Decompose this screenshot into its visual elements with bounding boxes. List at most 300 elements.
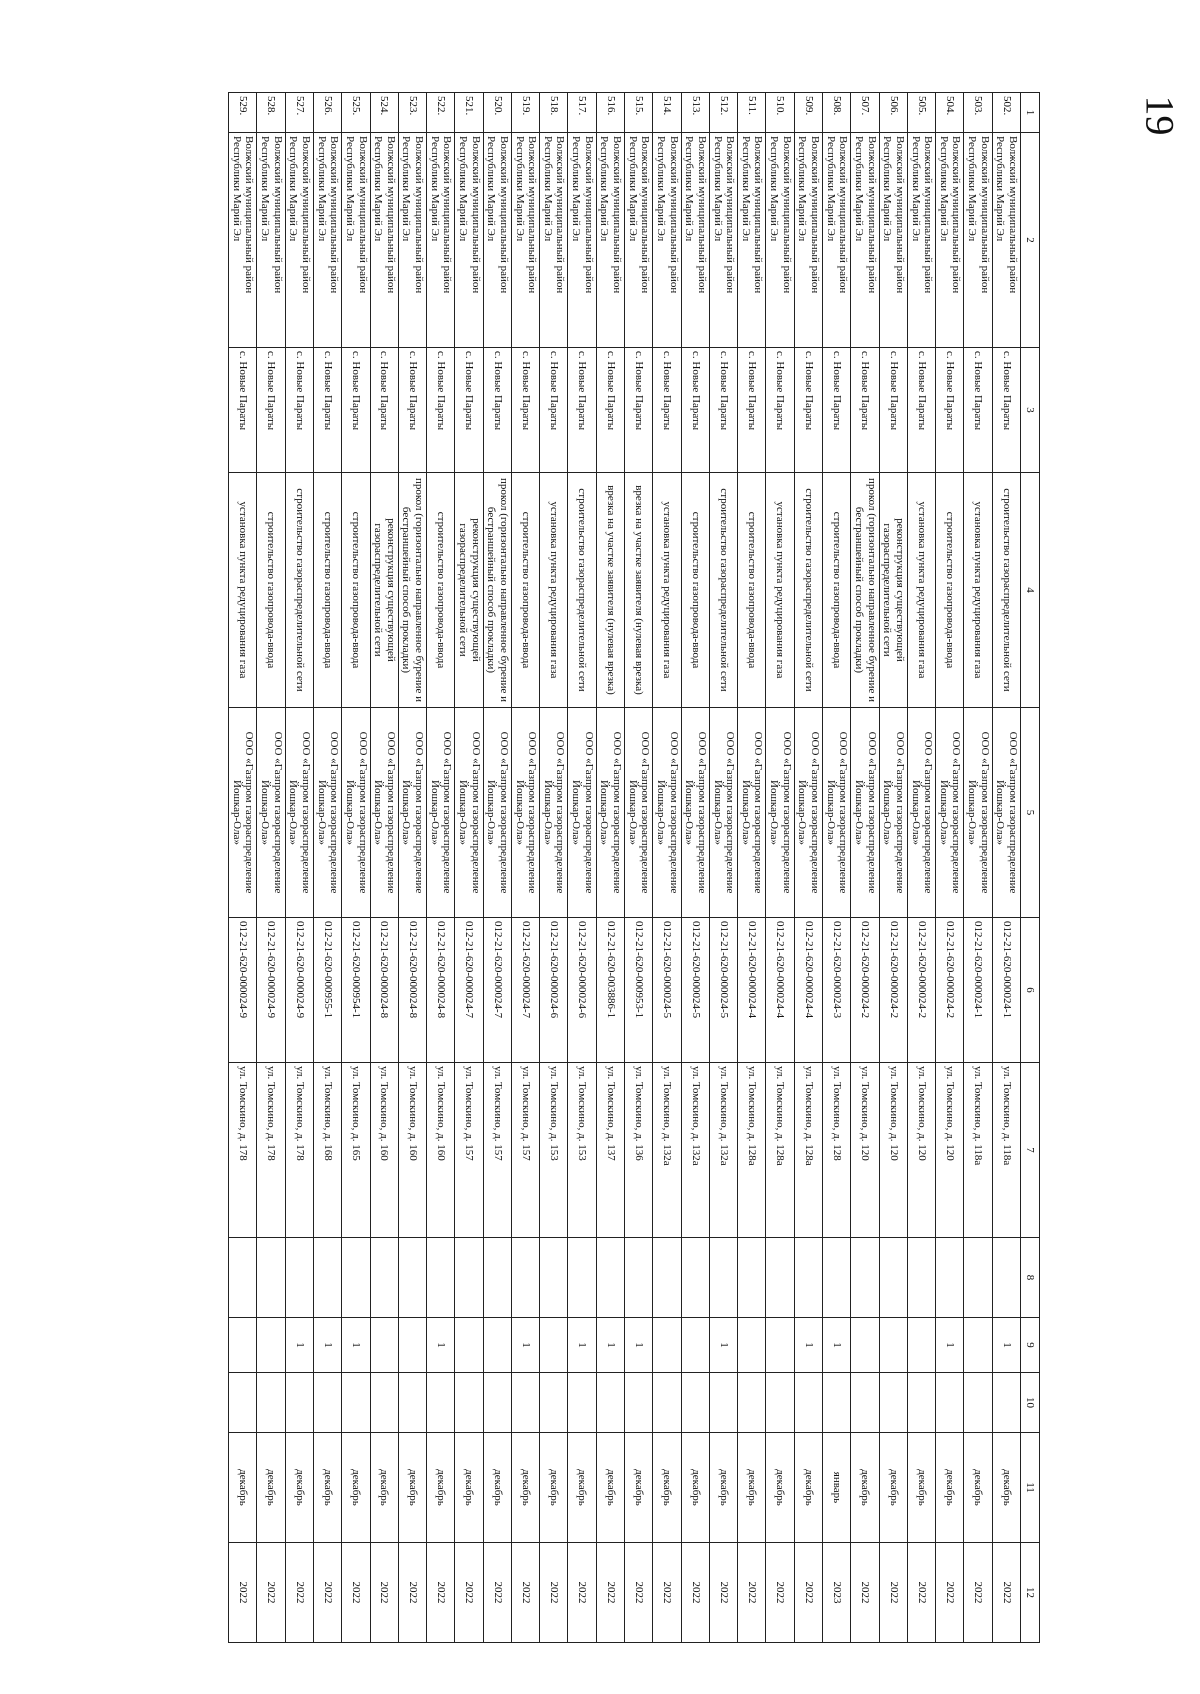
application-code-cell: 012-21-620-000024-9	[257, 918, 285, 1063]
district-cell: Волжский муниципальный район Республики Марий Эл	[766, 133, 794, 348]
month-cell: декабрь	[851, 1433, 879, 1543]
application-code-cell: 012-21-620-000024-9	[285, 918, 313, 1063]
work-type-cell: прокол (горизонтально направленное бурение и бестраншейный способ прокладки)	[398, 473, 426, 708]
col8-cell	[313, 1238, 341, 1318]
address-cell: ул. Томскино, д. 128а	[738, 1063, 766, 1238]
settlement-cell: с. Новые Параты	[342, 348, 370, 473]
work-type-cell: прокол (горизонтально направленное бурение и бестраншейный способ прокладки)	[483, 473, 511, 708]
month-cell: декабрь	[511, 1433, 539, 1543]
application-code-cell: 012-21-620-000024-2	[907, 918, 935, 1063]
address-cell: ул. Томскино, д. 136	[625, 1063, 653, 1238]
rotated-table-area	[215, 92, 1040, 1642]
address-cell: ул. Томскино, д. 132а	[653, 1063, 681, 1238]
col10-cell	[427, 1373, 455, 1433]
row-number: 527.	[285, 93, 313, 133]
organization-cell: ООО «Газпром газораспределение Йошкар-Ола»	[342, 708, 370, 918]
col8-cell	[653, 1238, 681, 1318]
col10-cell	[568, 1373, 596, 1433]
settlement-cell: с. Новые Параты	[879, 348, 907, 473]
settlement-cell: с. Новые Параты	[766, 348, 794, 473]
application-code-cell: 012-21-620-000024-6	[568, 918, 596, 1063]
work-type-cell: установка пункта редуцирования газа	[964, 473, 992, 708]
address-cell: ул. Томскино, д. 157	[483, 1063, 511, 1238]
month-cell: декабрь	[936, 1433, 964, 1543]
year-cell: 2022	[370, 1543, 398, 1643]
organization-cell: ООО «Газпром газораспределение Йошкар-Ола»	[653, 708, 681, 918]
address-cell: ул. Томскино, д. 160	[398, 1063, 426, 1238]
table-header	[1021, 93, 1040, 1643]
application-code-cell: 012-21-620-000024-5	[681, 918, 709, 1063]
year-cell: 2023	[823, 1543, 851, 1643]
col10-cell	[964, 1373, 992, 1433]
organization-cell: ООО «Газпром газораспределение Йошкар-Ола»	[794, 708, 822, 918]
year-cell: 2022	[313, 1543, 341, 1643]
month-cell: декабрь	[907, 1433, 935, 1543]
table-row	[398, 93, 426, 1643]
district-cell: Волжский муниципальный район Республики Марий Эл	[596, 133, 624, 348]
district-cell: Волжский муниципальный район Республики Марий Эл	[427, 133, 455, 348]
col9-cell: 1	[596, 1318, 624, 1373]
month-cell: декабрь	[483, 1433, 511, 1543]
table-row	[936, 93, 964, 1643]
col8-cell	[596, 1238, 624, 1318]
table-row	[313, 93, 341, 1643]
table-row	[879, 93, 907, 1643]
work-type-cell: реконструкция существующей газораспределительной сети	[455, 473, 483, 708]
organization-cell: ООО «Газпром газораспределение Йошкар-Ола»	[936, 708, 964, 918]
month-cell: декабрь	[313, 1433, 341, 1543]
settlement-cell: с. Новые Параты	[794, 348, 822, 473]
settlement-cell: с. Новые Параты	[653, 348, 681, 473]
address-cell: ул. Томскино, д. 160	[370, 1063, 398, 1238]
application-code-cell: 012-21-620-000024-8	[370, 918, 398, 1063]
settlement-cell: с. Новые Параты	[511, 348, 539, 473]
organization-cell: ООО «Газпром газораспределение Йошкар-Ола»	[285, 708, 313, 918]
district-cell: Волжский муниципальный район Республики Марий Эл	[709, 133, 737, 348]
table-row	[823, 93, 851, 1643]
year-cell: 2022	[511, 1543, 539, 1643]
month-cell: декабрь	[681, 1433, 709, 1543]
year-cell: 2022	[540, 1543, 568, 1643]
column-header-5: 5	[1021, 708, 1040, 918]
application-code-cell: 012-21-620-000024-2	[936, 918, 964, 1063]
col8-cell	[907, 1238, 935, 1318]
col9-cell	[851, 1318, 879, 1373]
address-cell: ул. Томскино, д. 120	[851, 1063, 879, 1238]
district-cell: Волжский муниципальный район Республики Марий Эл	[342, 133, 370, 348]
district-cell: Волжский муниципальный район Республики Марий Эл	[285, 133, 313, 348]
work-type-cell: строительство газопровода-ввода	[823, 473, 851, 708]
table-row	[907, 93, 935, 1643]
table-row	[964, 93, 992, 1643]
col9-cell: 1	[342, 1318, 370, 1373]
address-cell: ул. Томскино, д. 128а	[794, 1063, 822, 1238]
row-number: 509.	[794, 93, 822, 133]
settlement-cell: с. Новые Параты	[625, 348, 653, 473]
month-cell: декабрь	[285, 1433, 313, 1543]
table-row	[285, 93, 313, 1643]
organization-cell: ООО «Газпром газораспределение Йошкар-Ола»	[427, 708, 455, 918]
application-code-cell: 012-21-620-000024-3	[823, 918, 851, 1063]
district-cell: Волжский муниципальный район Республики Марий Эл	[370, 133, 398, 348]
table-row	[992, 93, 1020, 1643]
row-number: 504.	[936, 93, 964, 133]
month-cell: декабрь	[879, 1433, 907, 1543]
row-number: 519.	[511, 93, 539, 133]
organization-cell: ООО «Газпром газораспределение Йошкар-Ола»	[483, 708, 511, 918]
organization-cell: ООО «Газпром газораспределение Йошкар-Ола»	[964, 708, 992, 918]
district-cell: Волжский муниципальный район Республики Марий Эл	[992, 133, 1020, 348]
col9-cell: 1	[992, 1318, 1020, 1373]
table-rotation-wrapper	[215, 92, 1040, 1642]
col10-cell	[681, 1373, 709, 1433]
district-cell: Волжский муниципальный район Республики Марий Эл	[257, 133, 285, 348]
organization-cell: ООО «Газпром газораспределение Йошкар-Ола»	[257, 708, 285, 918]
col10-cell	[540, 1373, 568, 1433]
district-cell: Волжский муниципальный район Республики Марий Эл	[313, 133, 341, 348]
col10-cell	[455, 1373, 483, 1433]
application-code-cell: 012-21-620-000024-8	[398, 918, 426, 1063]
col10-cell	[794, 1373, 822, 1433]
row-number: 512.	[709, 93, 737, 133]
work-type-cell: установка пункта редуцирования газа	[653, 473, 681, 708]
settlement-cell: с. Новые Параты	[823, 348, 851, 473]
col10-cell	[992, 1373, 1020, 1433]
year-cell: 2022	[879, 1543, 907, 1643]
address-cell: ул. Томскино, д. 178	[285, 1063, 313, 1238]
col8-cell	[455, 1238, 483, 1318]
col8-cell	[568, 1238, 596, 1318]
col10-cell	[766, 1373, 794, 1433]
col10-cell	[709, 1373, 737, 1433]
col9-cell: 1	[936, 1318, 964, 1373]
month-cell: декабрь	[794, 1433, 822, 1543]
work-type-cell: врезка на участке заявителя (нулевая врезка)	[625, 473, 653, 708]
table-row	[568, 93, 596, 1643]
table-row	[794, 93, 822, 1643]
col9-cell: 1	[709, 1318, 737, 1373]
col9-cell	[229, 1318, 257, 1373]
row-number: 524.	[370, 93, 398, 133]
application-code-cell: 012-21-620-000024-5	[709, 918, 737, 1063]
organization-cell: ООО «Газпром газораспределение Йошкар-Ола»	[568, 708, 596, 918]
col8-cell	[766, 1238, 794, 1318]
column-header-10: 10	[1021, 1373, 1040, 1433]
work-type-cell: строительство газопровода-ввода	[936, 473, 964, 708]
work-type-cell: установка пункта редуцирования газа	[540, 473, 568, 708]
work-type-cell: установка пункта редуцирования газа	[907, 473, 935, 708]
work-type-cell: врезка на участке заявителя (нулевая врезка)	[596, 473, 624, 708]
year-cell: 2022	[483, 1543, 511, 1643]
column-header-6: 6	[1021, 918, 1040, 1063]
col10-cell	[851, 1373, 879, 1433]
col10-cell	[398, 1373, 426, 1433]
work-type-cell: строительство газораспределительной сети	[794, 473, 822, 708]
application-code-cell: 012-21-620-000024-7	[455, 918, 483, 1063]
address-cell: ул. Томскино, д. 128а	[766, 1063, 794, 1238]
district-cell: Волжский муниципальный район Республики Марий Эл	[851, 133, 879, 348]
row-number: 517.	[568, 93, 596, 133]
column-header-12: 12	[1021, 1543, 1040, 1643]
col8-cell	[257, 1238, 285, 1318]
address-cell: ул. Томскино, д. 165	[342, 1063, 370, 1238]
col10-cell	[596, 1373, 624, 1433]
settlement-cell: с. Новые Параты	[455, 348, 483, 473]
column-header-4: 4	[1021, 473, 1040, 708]
col9-cell	[455, 1318, 483, 1373]
year-cell: 2022	[907, 1543, 935, 1643]
column-header-1: 1	[1021, 93, 1040, 133]
col8-cell	[483, 1238, 511, 1318]
application-code-cell: 012-21-620-000024-1	[964, 918, 992, 1063]
col10-cell	[342, 1373, 370, 1433]
application-code-cell: 012-21-620-000024-4	[794, 918, 822, 1063]
row-number: 522.	[427, 93, 455, 133]
address-cell: ул. Томскино, д. 132а	[681, 1063, 709, 1238]
table-row	[427, 93, 455, 1643]
application-code-cell: 012-21-620-000024-7	[511, 918, 539, 1063]
col8-cell	[681, 1238, 709, 1318]
row-number: 503.	[964, 93, 992, 133]
row-number: 528.	[257, 93, 285, 133]
table-row	[342, 93, 370, 1643]
application-code-cell: 012-21-620-000024-7	[483, 918, 511, 1063]
district-cell: Волжский муниципальный район Республики Марий Эл	[936, 133, 964, 348]
address-cell: ул. Томскино, д. 120	[907, 1063, 935, 1238]
row-number: 513.	[681, 93, 709, 133]
row-number: 515.	[625, 93, 653, 133]
table-row	[653, 93, 681, 1643]
organization-cell: ООО «Газпром газораспределение Йошкар-Ола»	[738, 708, 766, 918]
table-row	[455, 93, 483, 1643]
col9-cell	[907, 1318, 935, 1373]
page-number: 19	[1137, 95, 1183, 136]
settlement-cell: с. Новые Параты	[964, 348, 992, 473]
row-number: 518.	[540, 93, 568, 133]
year-cell: 2022	[625, 1543, 653, 1643]
header-row	[1021, 93, 1040, 1643]
col10-cell	[229, 1373, 257, 1433]
district-cell: Волжский муниципальный район Республики Марий Эл	[625, 133, 653, 348]
col10-cell	[625, 1373, 653, 1433]
organization-cell: ООО «Газпром газораспределение Йошкар-Ола»	[313, 708, 341, 918]
col10-cell	[511, 1373, 539, 1433]
year-cell: 2022	[851, 1543, 879, 1643]
application-code-cell: 012-21-620-000024-6	[540, 918, 568, 1063]
settlement-cell: с. Новые Параты	[738, 348, 766, 473]
settlement-cell: с. Новые Параты	[568, 348, 596, 473]
year-cell: 2022	[964, 1543, 992, 1643]
application-code-cell: 012-21-620-000954-1	[342, 918, 370, 1063]
column-header-8: 8	[1021, 1238, 1040, 1318]
work-type-cell: строительство газораспределительной сети	[285, 473, 313, 708]
table-row	[851, 93, 879, 1643]
settlement-cell: с. Новые Параты	[540, 348, 568, 473]
column-header-11: 11	[1021, 1433, 1040, 1543]
year-cell: 2022	[794, 1543, 822, 1643]
organization-cell: ООО «Газпром газораспределение Йошкар-Ола»	[229, 708, 257, 918]
col8-cell	[738, 1238, 766, 1318]
organization-cell: ООО «Газпром газораспределение Йошкар-Ола»	[455, 708, 483, 918]
address-cell: ул. Томскино, д. 168	[313, 1063, 341, 1238]
row-number: 520.	[483, 93, 511, 133]
application-code-cell: 012-21-620-003886-1	[596, 918, 624, 1063]
application-code-cell: 012-21-620-000024-2	[851, 918, 879, 1063]
organization-cell: ООО «Газпром газораспределение Йошкар-Ола»	[398, 708, 426, 918]
col9-cell	[766, 1318, 794, 1373]
organization-cell: ООО «Газпром газораспределение Йошкар-Ола»	[907, 708, 935, 918]
settlement-cell: с. Новые Параты	[907, 348, 935, 473]
col10-cell	[936, 1373, 964, 1433]
table-row	[681, 93, 709, 1643]
work-type-cell: строительство газопровода-ввода	[738, 473, 766, 708]
settlement-cell: с. Новые Параты	[427, 348, 455, 473]
year-cell: 2022	[653, 1543, 681, 1643]
col9-cell	[681, 1318, 709, 1373]
month-cell: декабрь	[342, 1433, 370, 1543]
year-cell: 2022	[229, 1543, 257, 1643]
settlement-cell: с. Новые Параты	[596, 348, 624, 473]
application-code-cell: 012-21-620-000024-4	[738, 918, 766, 1063]
district-cell: Волжский муниципальный район Республики Марий Эл	[398, 133, 426, 348]
col8-cell	[511, 1238, 539, 1318]
work-type-cell: строительство газопровода-ввода	[681, 473, 709, 708]
table-row	[738, 93, 766, 1643]
settlement-cell: с. Новые Параты	[370, 348, 398, 473]
col9-cell: 1	[568, 1318, 596, 1373]
month-cell: декабрь	[398, 1433, 426, 1543]
col9-cell	[398, 1318, 426, 1373]
col8-cell	[964, 1238, 992, 1318]
col9-cell	[540, 1318, 568, 1373]
table-row	[483, 93, 511, 1643]
work-type-cell: реконструкция существующей газораспределительной сети	[879, 473, 907, 708]
col9-cell: 1	[427, 1318, 455, 1373]
row-number: 506.	[879, 93, 907, 133]
year-cell: 2022	[257, 1543, 285, 1643]
work-type-cell: строительство газопровода-ввода	[257, 473, 285, 708]
application-code-cell: 012-21-620-000953-1	[625, 918, 653, 1063]
work-type-cell: строительство газораспределительной сети	[568, 473, 596, 708]
application-code-cell: 012-21-620-000024-1	[992, 918, 1020, 1063]
settlement-cell: с. Новые Параты	[229, 348, 257, 473]
table-row	[625, 93, 653, 1643]
col9-cell: 1	[794, 1318, 822, 1373]
col9-cell	[257, 1318, 285, 1373]
organization-cell: ООО «Газпром газораспределение Йошкар-Ола»	[766, 708, 794, 918]
row-number: 511.	[738, 93, 766, 133]
application-code-cell: 012-21-620-000955-1	[313, 918, 341, 1063]
year-cell: 2022	[427, 1543, 455, 1643]
month-cell: декабрь	[427, 1433, 455, 1543]
year-cell: 2022	[455, 1543, 483, 1643]
district-cell: Волжский муниципальный район Республики Марий Эл	[653, 133, 681, 348]
col8-cell	[709, 1238, 737, 1318]
col9-cell	[653, 1318, 681, 1373]
organization-cell: ООО «Газпром газораспределение Йошкар-Ола»	[823, 708, 851, 918]
col10-cell	[313, 1373, 341, 1433]
district-cell: Волжский муниципальный район Республики Марий Эл	[540, 133, 568, 348]
address-cell: ул. Томскино, д. 132а	[709, 1063, 737, 1238]
district-cell: Волжский муниципальный район Республики Марий Эл	[964, 133, 992, 348]
month-cell: декабрь	[738, 1433, 766, 1543]
address-cell: ул. Томскино, д. 160	[427, 1063, 455, 1238]
table-row	[511, 93, 539, 1643]
col9-cell	[738, 1318, 766, 1373]
settlement-cell: с. Новые Параты	[992, 348, 1020, 473]
work-type-cell: строительство газопровода-ввода	[511, 473, 539, 708]
col10-cell	[823, 1373, 851, 1433]
col10-cell	[483, 1373, 511, 1433]
address-cell: ул. Томскино, д. 157	[511, 1063, 539, 1238]
col9-cell: 1	[285, 1318, 313, 1373]
row-number: 521.	[455, 93, 483, 133]
col8-cell	[229, 1238, 257, 1318]
district-cell: Волжский муниципальный район Республики Марий Эл	[483, 133, 511, 348]
month-cell: декабрь	[596, 1433, 624, 1543]
col8-cell	[625, 1238, 653, 1318]
organization-cell: ООО «Газпром газораспределение Йошкар-Ола»	[992, 708, 1020, 918]
address-cell: ул. Томскино, д. 153	[568, 1063, 596, 1238]
row-number: 508.	[823, 93, 851, 133]
table-row	[596, 93, 624, 1643]
month-cell: декабрь	[625, 1433, 653, 1543]
month-cell: декабрь	[709, 1433, 737, 1543]
settlement-cell: с. Новые Параты	[681, 348, 709, 473]
col9-cell	[483, 1318, 511, 1373]
organization-cell: ООО «Газпром газораспределение Йошкар-Ола»	[879, 708, 907, 918]
month-cell: декабрь	[540, 1433, 568, 1543]
district-cell: Волжский муниципальный район Республики Марий Эл	[511, 133, 539, 348]
table-row	[370, 93, 398, 1643]
col8-cell	[851, 1238, 879, 1318]
work-type-cell: установка пункта редуцирования газа	[766, 473, 794, 708]
address-cell: ул. Томскино, д. 157	[455, 1063, 483, 1238]
month-cell: декабрь	[455, 1433, 483, 1543]
col8-cell	[794, 1238, 822, 1318]
gasification-table	[228, 92, 1040, 1643]
col10-cell	[257, 1373, 285, 1433]
district-cell: Волжский муниципальный район Республики Марий Эл	[823, 133, 851, 348]
work-type-cell: прокол (горизонтально направленное бурение и бестраншейный способ прокладки)	[851, 473, 879, 708]
work-type-cell: строительство газораспределительной сети	[709, 473, 737, 708]
table-row	[229, 93, 257, 1643]
table-row	[766, 93, 794, 1643]
year-cell: 2022	[285, 1543, 313, 1643]
settlement-cell: с. Новые Параты	[936, 348, 964, 473]
col10-cell	[879, 1373, 907, 1433]
application-code-cell: 012-21-620-000024-4	[766, 918, 794, 1063]
col9-cell	[370, 1318, 398, 1373]
row-number: 516.	[596, 93, 624, 133]
application-code-cell: 012-21-620-000024-9	[229, 918, 257, 1063]
col9-cell	[879, 1318, 907, 1373]
table-body	[229, 93, 1021, 1643]
month-cell: декабрь	[229, 1433, 257, 1543]
row-number: 502.	[992, 93, 1020, 133]
row-number: 523.	[398, 93, 426, 133]
settlement-cell: с. Новые Параты	[398, 348, 426, 473]
address-cell: ул. Томскино, д. 118а	[964, 1063, 992, 1238]
organization-cell: ООО «Газпром газораспределение Йошкар-Ола»	[370, 708, 398, 918]
row-number: 525.	[342, 93, 370, 133]
district-cell: Волжский муниципальный район Республики Марий Эл	[229, 133, 257, 348]
work-type-cell: строительство газопровода-ввода	[427, 473, 455, 708]
col9-cell: 1	[823, 1318, 851, 1373]
month-cell: январь	[823, 1433, 851, 1543]
organization-cell: ООО «Газпром газораспределение Йошкар-Ола»	[681, 708, 709, 918]
row-number: 505.	[907, 93, 935, 133]
